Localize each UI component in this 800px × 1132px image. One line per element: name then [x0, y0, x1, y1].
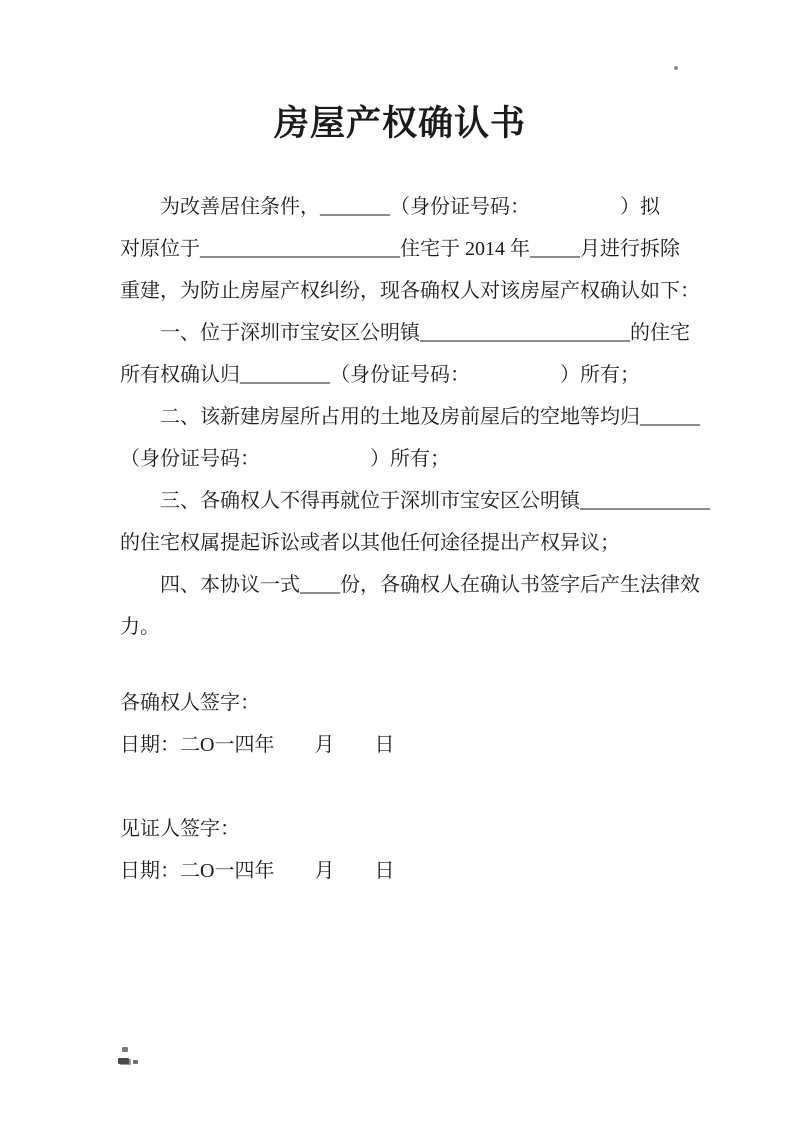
intro-line-1: 为改善居住条件，_______（身份证号码： ）拟 [160, 196, 660, 218]
clause-3-line-1: 三、各确权人不得再就位于深圳市宝安区公明镇_____________ [160, 490, 710, 512]
ink-smudge-icon [133, 1060, 138, 1064]
intro-line-3: 重建，为防止房屋产权纠纷，现各确权人对该房屋产权确认如下： [120, 280, 700, 302]
confirmers-signature-label: 各确权人签字： [120, 692, 260, 714]
document-body [0, 186, 800, 892]
ink-smudge-icon [122, 1047, 128, 1052]
witness-date-line: 日期：二O一四年 月 日 [120, 860, 395, 882]
clause-1-line-2: 所有权确认归_________（身份证号码： ）所有； [120, 364, 640, 386]
witness-signature-label: 见证人签字： [120, 818, 240, 840]
clause-4-line-2: 力。 [120, 616, 160, 638]
clause-2-line-1: 二、该新建房屋所占用的土地及房前屋后的空地等均归______ [160, 406, 700, 428]
confirmers-date-line: 日期：二O一四年 月 日 [120, 734, 395, 756]
clause-1-line-1: 一、位于深圳市宝安区公明镇_____________________的住宅 [160, 322, 690, 344]
intro-line-2: 对原位于____________________住宅于 2014 年_____月进行拆除 [120, 238, 680, 260]
clause-3-line-2: 的住宅权属提起诉讼或者以其他任何途径提出产权异议； [120, 532, 620, 554]
clause-4-line-1: 四、本协议一式____份，各确权人在确认书签字后产生法律效 [160, 574, 700, 596]
spacer [120, 766, 710, 808]
scan-speck-icon [674, 66, 678, 70]
ink-smudge-icon [118, 1058, 129, 1064]
spacer [120, 648, 710, 682]
document-title: 房屋产权确认书 [273, 104, 526, 143]
clause-2-line-2: （身份证号码： ）所有； [120, 448, 450, 470]
